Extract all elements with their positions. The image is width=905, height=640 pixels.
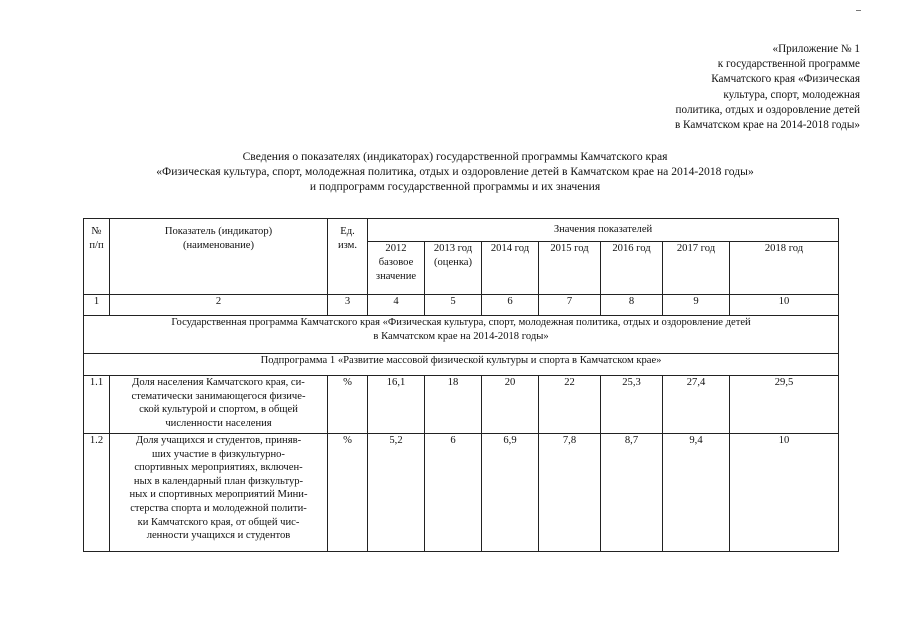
header-number: № п/п bbox=[84, 219, 110, 295]
value-cell: 10 bbox=[730, 434, 839, 552]
column-number: 8 bbox=[601, 295, 663, 316]
unit-cell: % bbox=[328, 434, 368, 552]
indicator-name: Доля населения Камчатского края, си- стематически занимающегося физиче- ской культурой и спортом, в общей численности населения bbox=[110, 376, 328, 434]
program-title-row bbox=[84, 316, 839, 354]
value-cell: 22 bbox=[539, 376, 601, 434]
program-title-line: Государственная программа Камчатского края «Физическая культура, спорт, молодежная политика, отдых и оздоровление детей bbox=[171, 317, 751, 328]
column-number: 2 bbox=[110, 295, 328, 316]
column-numbering-row bbox=[84, 295, 839, 316]
column-number: 10 bbox=[730, 295, 839, 316]
column-number: 5 bbox=[425, 295, 482, 316]
column-number: 6 bbox=[482, 295, 539, 316]
value-cell: 9,4 bbox=[663, 434, 730, 552]
column-number: 7 bbox=[539, 295, 601, 316]
header-year-2015: 2015 год bbox=[539, 242, 601, 295]
value-cell: 6 bbox=[425, 434, 482, 552]
appendix-line: в Камчатском крае на 2014-2018 годы» bbox=[674, 119, 860, 132]
value-cell: 25,3 bbox=[601, 376, 663, 434]
row-number: 1.1 bbox=[84, 376, 110, 434]
header-year-2017: 2017 год bbox=[663, 242, 730, 295]
header-year-2014: 2014 год bbox=[482, 242, 539, 295]
column-number: 3 bbox=[328, 295, 368, 316]
value-cell: 6,9 bbox=[482, 434, 539, 552]
title-line: и подпрограмм государственной программы и их значения bbox=[309, 180, 601, 193]
header-year-2012: 2012 базовое значение bbox=[368, 242, 425, 295]
value-cell: 7,8 bbox=[539, 434, 601, 552]
column-number: 4 bbox=[368, 295, 425, 316]
header-unit: Ед. изм. bbox=[328, 219, 368, 295]
header-indicator: Показатель (индикатор) (наименование) bbox=[110, 219, 328, 295]
appendix-line: Камчатского края «Физическая bbox=[711, 73, 860, 86]
appendix-line: культура, спорт, молодежная bbox=[723, 88, 860, 101]
table-row bbox=[84, 434, 839, 552]
value-cell: 18 bbox=[425, 376, 482, 434]
value-cell: 20 bbox=[482, 376, 539, 434]
indicators-table bbox=[83, 218, 839, 552]
value-cell: 16,1 bbox=[368, 376, 425, 434]
appendix-note bbox=[590, 42, 860, 133]
appendix-line: «Приложение № 1 bbox=[772, 43, 860, 55]
header-year-2018: 2018 год bbox=[730, 242, 839, 295]
column-number: 9 bbox=[663, 295, 730, 316]
title-line: «Физическая культура, спорт, молодежная политика, отдых и оздоровление детей в Камчатском крае на 2014-2018 годы» bbox=[156, 165, 754, 178]
appendix-line: к государственной программе bbox=[717, 58, 860, 71]
header-year-2016: 2016 год bbox=[601, 242, 663, 295]
value-cell: 27,4 bbox=[663, 376, 730, 434]
unit-cell: % bbox=[328, 376, 368, 434]
subprogram-title-row: Подпрограмма 1 «Развитие массовой физической культуры и спорта в Камчатском крае» bbox=[84, 354, 839, 376]
document-title bbox=[60, 149, 850, 194]
appendix-line: политика, отдых и оздоровление детей bbox=[675, 103, 860, 116]
indicator-name: Доля учащихся и студентов, приняв- ших участие в физкультурно- спортивных мероприятиях, включен- ных в календарный план физкультур- ных и спортивных мероприятий Мини- стерства спорта и молодежной полити- ки Камчатского края, от общей чис- ленности учащихся и студентов bbox=[110, 434, 328, 552]
corner-mark bbox=[856, 10, 861, 11]
value-cell: 8,7 bbox=[601, 434, 663, 552]
title-line: Сведения о показателях (индикаторах) государственной программы Камчатского края bbox=[242, 150, 668, 163]
column-number: 1 bbox=[84, 295, 110, 316]
value-cell: 29,5 bbox=[730, 376, 839, 434]
header-values: Значения показателей bbox=[368, 219, 839, 242]
header-year-2013: 2013 год (оценка) bbox=[425, 242, 482, 295]
value-cell: 5,2 bbox=[368, 434, 425, 552]
table-row bbox=[84, 376, 839, 434]
program-title-line: в Камчатском крае на 2014-2018 годы» bbox=[373, 331, 549, 342]
row-number: 1.2 bbox=[84, 434, 110, 552]
